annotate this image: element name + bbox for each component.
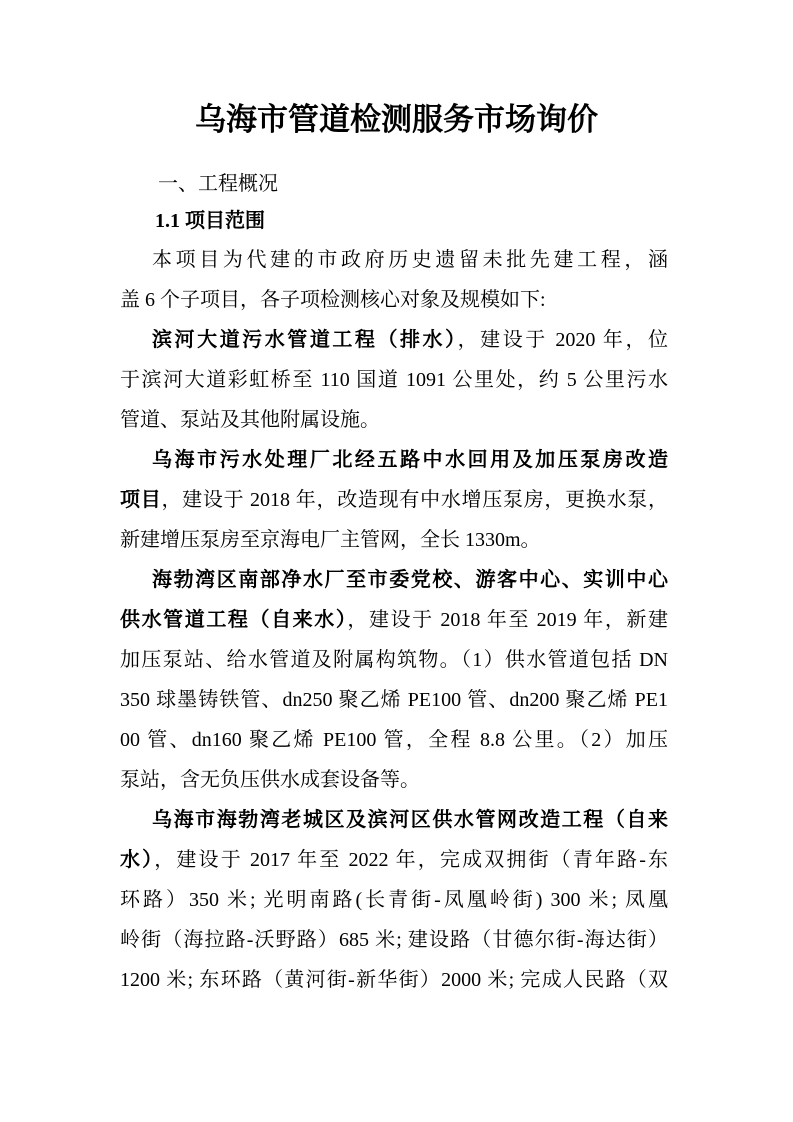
body-text-segment: 环路）350 米; 光明南路(长青街-凤凰岭街) 300 米; 凤凰 [120, 889, 668, 911]
bold-text-segment: 滨河大道污水管道工程（排水） [152, 329, 458, 351]
text-line [120, 360, 668, 400]
body-text-segment: 1200 米; 东环路（黄河街-新华街）2000 米; 完成人民路（双 [120, 969, 668, 991]
text-line [120, 880, 668, 920]
body-text-segment: ，建设于 2017 年至 2022 年，完成双拥街（青年路-东 [154, 849, 668, 871]
text-line [120, 440, 668, 480]
text-line [120, 720, 668, 760]
body-text-segment: ，建设于 2018 年至 2019 年，新建 [347, 609, 669, 631]
bold-text-segment: 供水管道工程（自来水） [120, 609, 348, 631]
text-line [120, 280, 668, 320]
body-text-segment: 加压泵站、给水管道及附属构筑物。（1）供水管道包括 DN [120, 649, 668, 671]
text-line [120, 680, 668, 720]
text-line [120, 600, 668, 640]
text-line [120, 520, 668, 560]
document-body [120, 240, 668, 1000]
document-title: 乌海市管道检测服务市场询价 [195, 102, 598, 137]
body-text-segment: 00 管、dn160 聚乙烯 PE100 管，全程 8.8 公里。（2）加压 [120, 729, 668, 751]
bold-text-segment: 海勃湾区南部净水厂至市委党校、游客中心、实训中心 [152, 569, 668, 591]
body-text-segment: 350 球墨铸铁管、dn250 聚乙烯 PE100 管、dn200 聚乙烯 PE1 [120, 689, 668, 711]
text-line [120, 640, 668, 680]
section-heading: 一、工程概况 [158, 173, 278, 195]
bold-text-segment: 项目 [120, 489, 162, 511]
text-line [120, 960, 668, 1000]
text-line [120, 480, 668, 520]
body-text-segment: ，建设于 2018 年，改造现有中水增压泵房，更换水泵， [161, 489, 669, 511]
text-line [120, 320, 668, 360]
body-text-segment: ，建设于 2020 年，位 [457, 329, 669, 351]
bold-text-segment: 水） [120, 849, 155, 871]
text-line [120, 400, 668, 440]
body-text-segment: 于滨河大道彩虹桥至 110 国道 1091 公里处，约 5 公里污水 [120, 369, 668, 391]
subsection-heading: 1.1 项目范围 [155, 210, 265, 232]
text-line [120, 760, 668, 800]
text-line [120, 560, 668, 600]
body-text-segment: 泵站，含无负压供水成套设备等。 [120, 769, 420, 791]
text-line [120, 840, 668, 880]
body-text-segment: 盖 6 个子项目，各子项检测核心对象及规模如下: [120, 289, 546, 311]
bold-text-segment: 乌海市污水处理厂北经五路中水回用及加压泵房改造 [152, 449, 668, 471]
body-text-segment: 管道、泵站及其他附属设施。 [120, 409, 380, 431]
text-line [120, 920, 668, 960]
body-text-segment: 新建增压泵房至京海电厂主管网，全长 1330m。 [120, 529, 541, 551]
bold-text-segment: 乌海市海勃湾老城区及滨河区供水管网改造工程（自来 [152, 809, 668, 831]
body-text-segment: 岭街（海拉路-沃野路）685 米; 建设路（甘德尔街-海达街） [120, 929, 668, 951]
text-line [120, 240, 668, 280]
body-text-segment: 本项目为代建的市政府历史遗留未批先建工程，涵 [152, 249, 668, 271]
text-line [120, 800, 668, 840]
